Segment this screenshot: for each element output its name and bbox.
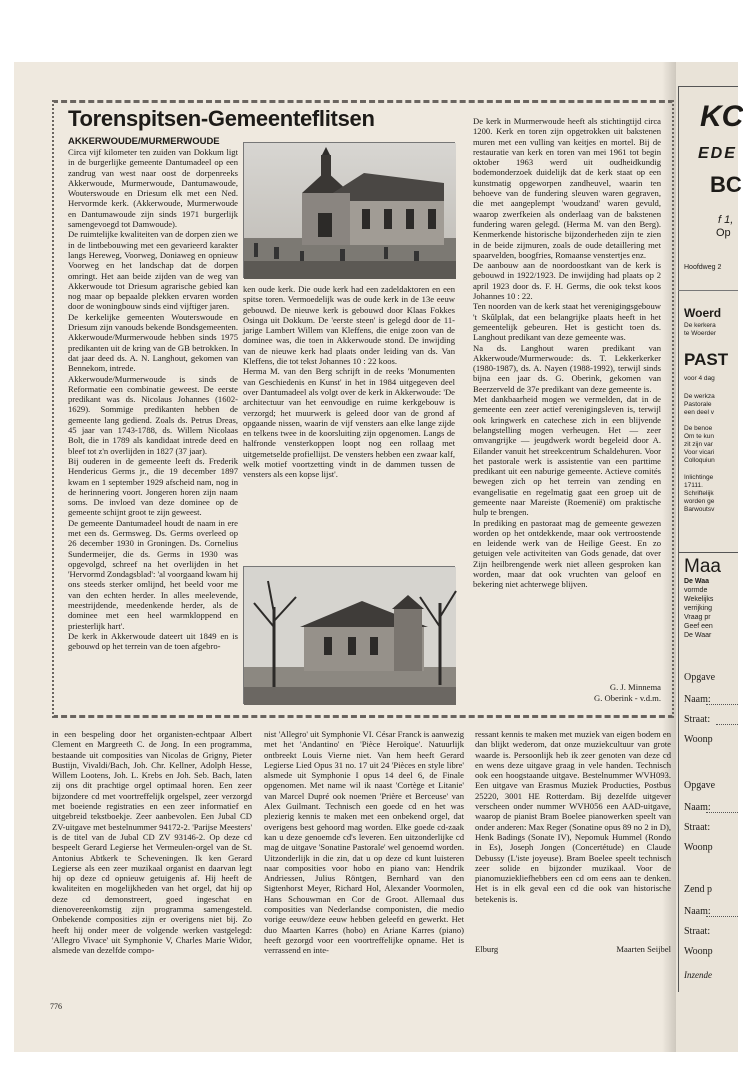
form-label: Straat: [684,714,711,725]
form-field-line[interactable] [706,704,738,705]
ad-heading-2: EDE [698,145,737,162]
paragraph: De gemeente Dantumadeel houdt de naam in ere met een ds. Germsweg. Ds. Germs overleed op 26 december 1930 in Groningen. Ds. Cornelius Sundermeijer, die ds. Germs in 1930 was opgevolgd, schreef na het overlijden in het 'Hervormd Zondagsblad': 'al voorgaand kwam hij ons steeds sterker omlijnd, het beeld voor me van den echten herder. In alles meelevende, meestrijdende, meedenkende herder, als de dominee met een heel warmkloppend en priesterlijk hart'. [68,517,238,631]
ad-text-line: Om te kun [684,433,714,440]
paragraph: De ruimtelijke kwaliteiten van de dorpen zien we in de lintbebouwing met een gevarieerd karakter langs Hereweg, Voorweg, Doniaweg en opnieuw Voorweg en het landschap dat de dorpen omringt. Het aan beide zijden van de weg van Akkerwoude tot Driesum agrarische gebied kan nog maar op bepaalde plekken ervaren worden door de woningbouw sinds eind vijftiger jaren. [68,229,238,312]
ad-text-line: Colloquiun [684,457,715,464]
ad-text-line: 17111. [684,482,703,489]
form-label: Naam: [684,906,711,917]
ad-text-line: een deel v [684,409,714,416]
ad-maa-line: verrijking [684,605,713,612]
paragraph: Herma M. van den Berg schrijft in de reeks 'Monumenten van Geschiedenis en Kunst' in het in 1984 uitgegeven deel over Dantumadeel als volgt over de kerk in Akkerwoude: 'De architectuur van het eenvoudige en ruime kerkgebouw is verzorgd; het muurwerk is geleed door van de grond af opgaande nissen, waarin de vijf vensters aan elke lange zijde en telkens twee in de koorsluiting zijn opgenomen. Langs de halfronde vensterkoppen loopt nog een rollaag met uitgemetselde profiellijst. De vensters hebben een zwaar kalf, welk motief voortzetting vindt in de dammen tussen de vensters als een kopse lijst'. [243,366,455,480]
paragraph: Na ds. Langhout waren predikant van Akkerwoude/Murmerwoude: ds. T. Lekkerkerker (1980-1987), ds. A. Nayen (1988-1992), terwijl sinds bijna een jaar ds. G. Oberink, gekomen van Beerzerveld de 37e predikant van deze gemeente is. [473,342,661,394]
signature-oberink: G. Oberink - v.d.m. [594,693,661,703]
ad-text-line: worden ge [684,498,715,505]
paragraph: ken oude kerk. Die oude kerk had een zadeldaktoren en een spitse toren. Vermoedelijk was de oude kerk in de 13e eeuw gebouwd. De nieuwe kerk is gebouwd door Klaas Fokkes Osinga uit Dokkum. De 'eerste steen' is gelegd door de 11-jarige Lambert Willem van Kleffens, die enige zoon van de dominee was, die toen in Akkerwoude stond. De inwijding van de nieuwe kerk had plaats onder leiding van ds. Van Kleffens, die tot tekst Johannes 10 : 22 koos. [243,284,455,367]
form-label: Woonp [684,946,713,957]
form-label: Naam: [684,802,711,813]
ad-text-line: Schriftelijk [684,490,714,497]
ad-maa-line: De Waar [684,632,712,639]
church-illustration [244,143,456,279]
ad-heading-1: KC [700,100,743,133]
ad-text-line: De benoe [684,425,713,432]
ad-maa-line: vormde [684,587,708,594]
review-column-2 [264,729,464,994]
article-column-2 [243,284,455,564]
review-column-1 [52,729,252,994]
form-field-line[interactable] [716,724,738,725]
paragraph: in een bespeling door het organisten-echtpaar Albert Clement en Margreeth C. de Jong. In een programma, bestaande uit composities van Nicolas de Grigny, Pieter Bustijn, Vivaldi/Bach, Joh. Chr. Kellner, Adolph Hesse, Willem Lootens, Joh. L. Krebs en Joh. Seb. Bach, laten zij ons dit prachtige orgel optimaal horen. Een zeer bijzondere cd met voortreffelijk orgelspel, zeer verzorgd met boeiende registraties en een zeer informatief en uitgebreid tekstboekje. Zeer aanbevolen. Een Jubal CD ZV-uitgave met bestelnummer 94172-2. 'Parijse Meesters' is de titel van de Jubal CD ZV 93146-2. Op deze cd bespeelt Gerard Legierse het Vermeulen-orgel van de St. Antonius Abtkerk te Scheveningen. Ik ken Gerard Legierse als een zeer muzikaal organist en daarvan legt hij op deze cd opnieuw getuigenis af. Hij heeft de kwaliteiten en mogelijkheden van het orgel, dat hij op deze cd demonstreert, goed ingeschat en dienovereenkomstig zijn programma samengesteld. Onbekende composities zijn er overigens niet bij. Zo heeft hij onder meer de volgende werken vastgelegd: 'Allegro Vivace' uit Symphonie V, Charles Marie Widor, alsmede van dezelfde compo- [52,729,252,956]
ad-heading-3: BC [710,172,742,197]
form-label: Naam: [684,694,711,705]
paragraph: ressant kennis te maken met muziek van eigen bodem en dan blijkt wederom, dat onze muziekcultuur van grote waarde is. Persoonlijk heb ik zeer genoten van deze cd en wens deze uitgave graag in vele handen. Technisch ook een hoogstaande uitgave. Bestelnummer WVH093. Een uitgave van Erasmus Muziek Producties, Postbus 25220, 3001 HE Rotterdam. Bij dezelfde uitgever verscheen onder nummer WVH056 een AAD-uitgave, waarop de pianist Bram Boelee pianowerken speelt van onder anderen: Max Reger (Sonatine opus 89 no 2 in D), Henk Badings (Sonate IV), Nepomuk Hummel (Rondo in Es), Joseph Jongen (Concertétude) en Claude Debussy (L'iste joyeuse). Bram Boelee speelt technisch zeer solide en bijzonder muzikaal. Voor de pianomuziekliefhebbers een cd om eens aan te denken. Het is in elk geval een cd die ook van historische betekenis is. [475,729,671,904]
ad-maa-line: Vraag pr [684,614,711,621]
ad-maa-line: De Waa [684,578,710,585]
ad-text-line: De werkza [684,393,715,400]
paragraph: De kerk in Akkerwoude dateert uit 1849 en is gebouwd op het terrein van de toen afgebro- [68,630,238,652]
ad-text-line: Voor vicari [684,449,715,456]
paragraph: Met dankbaarheid mogen we vermelden, dat in de gemeente een zeer actief verenigingsleven is, terwijl ook kringwerk en catechese zich in een blijvende belangstelling mogen verheugen. Het — zeer omvangrijke — jeugdwerk wordt begeleid door A. Eilander vanuit het streekcentrum Schaldehuren. Voor het pastorale werk is assistentie van een parttime predikant uit een naburige gemeente. Actieve comités bewegen zich op het terrein van zending en evangelisatie en regelmatig gaat een groep uit de gemeente naar Mareiste (Roemenië) om praktische hulp te brengen. [473,394,661,518]
ad-woerd-line: De kerkera [684,322,716,329]
signature-minnema: G. J. Minnema [609,682,661,692]
ad-maa-heading: Maa [684,556,721,577]
church-photo-murmerwoude [243,566,455,704]
ad-maa-line: Wekelijks [684,596,714,603]
paragraph: nist 'Allegro' uit Symphonie VI. César Franck is aanwezig met het 'Andantino' en 'Pièce Heroïque'. Natuurlijk ontbreekt Louis Vierne niet. Van hem heeft Gerard Legierse Lied Opus 31 no. 17 uit 24 'Pièces en style libre' alsmede uit Symphonie I opus 14 deel 6, de Finale opgenomen. Met name wil ik naast 'Cortège et Litanie' van Marcel Dupré ook noemen 'Prière et Berceuse' van Alex Guilmant. Technisch een goede cd en het was plezierig kennis te maken met een onbekend orgel, dat overigens best gehoord mag worden. Elke goede cd-zaak kan u deze genoemde cd's leveren. Een uitzonderlijke cd mag de uitgave 'Sonatine Pastorale' wel genoemd worden. Uitzonderlijk in die zin, dat u op deze cd kunt luisteren naar composities voor hobo en piano van: Hendrik Andriessen, Julius Röntgen, Bernhard van den Sigtenhorst Meyer, Richard Hol, Alexander Voormolen, Hans Schouwman en Cor de Groot. Allemaal dus composities van Nederlandse componisten, die medio vorige eeuw/deze eeuw hebben geleefd en gewerkt. Het duo Maarten Karres (hobo) en Ariane Karres (piano) heeft gezorgd voor een voortreffelijke opname. Het is verrassend en inte- [264,729,464,956]
paragraph: In prediking en pastoraat mag de gemeente gewezen worden op het ontdekkende, maar ook vertroostende en leidende werk van de Heilige Geest. En zo getuigen vele activiteiten van Gods genade, dat over Zijn heilbrengende werk niet alleen gesproken kan worden, maar dat ook vruchten van geloof en bekering niet achterwege blijven. [473,517,661,590]
ad-text-line: zit zijn var [684,441,713,448]
church-trees-illustration [244,567,456,705]
form-label: Opgave [684,780,716,791]
form-label: Zend p [684,884,713,895]
form-label: Inzende [684,970,712,980]
form-field-line[interactable] [706,812,738,813]
form-label: Straat: [684,926,711,937]
paragraph: De kerkelijke gemeenten Wouterswoude en Driesum zijn vanouds bekende Bondsgemeenten. Akkerwoude/Murmerwoude hebben sinds 1975 predikanten uit de kring van de GB betrokken. In dat jaar deed ds. A. N. Langhout, gekomen van Bennekom, intrede. [68,311,238,374]
paragraph: De aanbouw aan de noordoostkant van de kerk is gebouwd in 1922/1923. De inwijding had plaats op 2 april 1923 door ds. F. H. Germs, die ook tekst koos Johannes 10 : 22. [473,260,661,302]
article-column-3 [473,116,661,676]
form-label: Woonp [684,842,713,853]
ad-woerd-heading: Woerd [684,306,722,320]
paragraph: Circa vijf kilometer ten zuiden van Dokkum ligt in de burgerlijke gemeente Dantumadeel op een zandrug van west naar oost de dorpenreeks Akkerwoude, Murmerwoude, Dantumawoude, Wouterswoude en Driesum elk met een Ned. Hervormde kerk. (Akkerwoude, Murmerwoude en Dantumawoude zijn sinds 1971 burgerlijk samengevoegd tot Damwoude). [68,147,238,230]
church-photo-akkerwoude [243,142,455,278]
ad-past-line: voor 4 dag [684,375,715,382]
ad-text-line: Barwoutsv [684,506,715,513]
form-label: Woonp [684,734,713,745]
article-title: Torenspitsen-Gemeenteflitsen [68,106,375,131]
form-label: Opgave [684,672,716,683]
paragraph: Akkerwoude/Murmerwoude is sinds de Reformatie een combinatie geweest. De eerste predikant was ds. Nicolaus Johannes (1602-1629). Sommige predikanten hebben de gemeente lang gediend. Zoals ds. Petrus Dreas, 45 jaar van 1743-1788, ds. Willem Nicolaas Bolt, die in 1789 als kandidaat intrede deed en bleef tot z'n overlijden in 1827 (37 jaar). [68,373,238,456]
article-subtitle: AKKERWOUDE/MURMERWOUDE [68,136,220,147]
paragraph: Ten noorden van de kerk staat het verenigingsgebouw 't Skûlplak, dat een belangrijke plaats heeft in het gemeentelijk gebeuren. Het is gesticht toen ds. Langhout predikant van deze gemeente was. [473,301,661,343]
form-field-line[interactable] [706,916,738,917]
ad-text-line: Inlichtinge [684,474,714,481]
ad-past-heading: PAST [684,350,729,369]
review-column-3 [475,729,671,935]
paragraph: De kerk in Murmerwoude heeft als stichtingtijd circa 1200. Kerk en toren zijn opgetrokken uit bakstenen muren met een vulling van keitjes en mortel. Bij de restauratie van kerk en toren van mei 1961 tot begin oktober 1963 werd uit oudheidkundig bodemonderzoek duidelijk dat de kerk staat op een kunstmatig opgeworpen zandheuvel, waarin ten behoeve van de fundering sleuven waren gegraven, die met aangeplempt 'woudzand' waren gevuld, waarop zwerfkeien als onderlaag van de bakstenen fundering waren gelegd. (Herma M. van den Berg). Kenmerkende historische bijzonderheden zijn te zien in de beide zijmuren, zoals de oude detaillering met spaarvelden, boogfries, Romaanse venstertjes enz. [473,116,661,260]
review-author: Maarten Seijbel [616,944,671,954]
ad-op: Op [716,227,731,239]
divider [678,290,738,291]
ad-price: f 1, [718,214,734,226]
ad-maa-line: Geef een [684,623,713,630]
paragraph: Bij ouderen in de gemeente leeft ds. Frederik Hendericus Germs jr., die 19 december 1897 kwam en 1 september 1929 afscheid nam, nog in de herinnering voort. Jongeren horen zijn naam soms. De invloed van deze dominee op de gemeente schijnt groot te zijn geweest. [68,455,238,518]
review-place: Elburg [475,944,499,954]
ad-address: Hoofdweg 2 [684,264,722,271]
ad-text-line: Pastorale [684,401,712,408]
page-number: 776 [50,1002,62,1011]
article-column-1 [68,147,238,710]
form-label: Straat: [684,822,711,833]
ad-woerd-line: te Woerder [684,330,717,337]
